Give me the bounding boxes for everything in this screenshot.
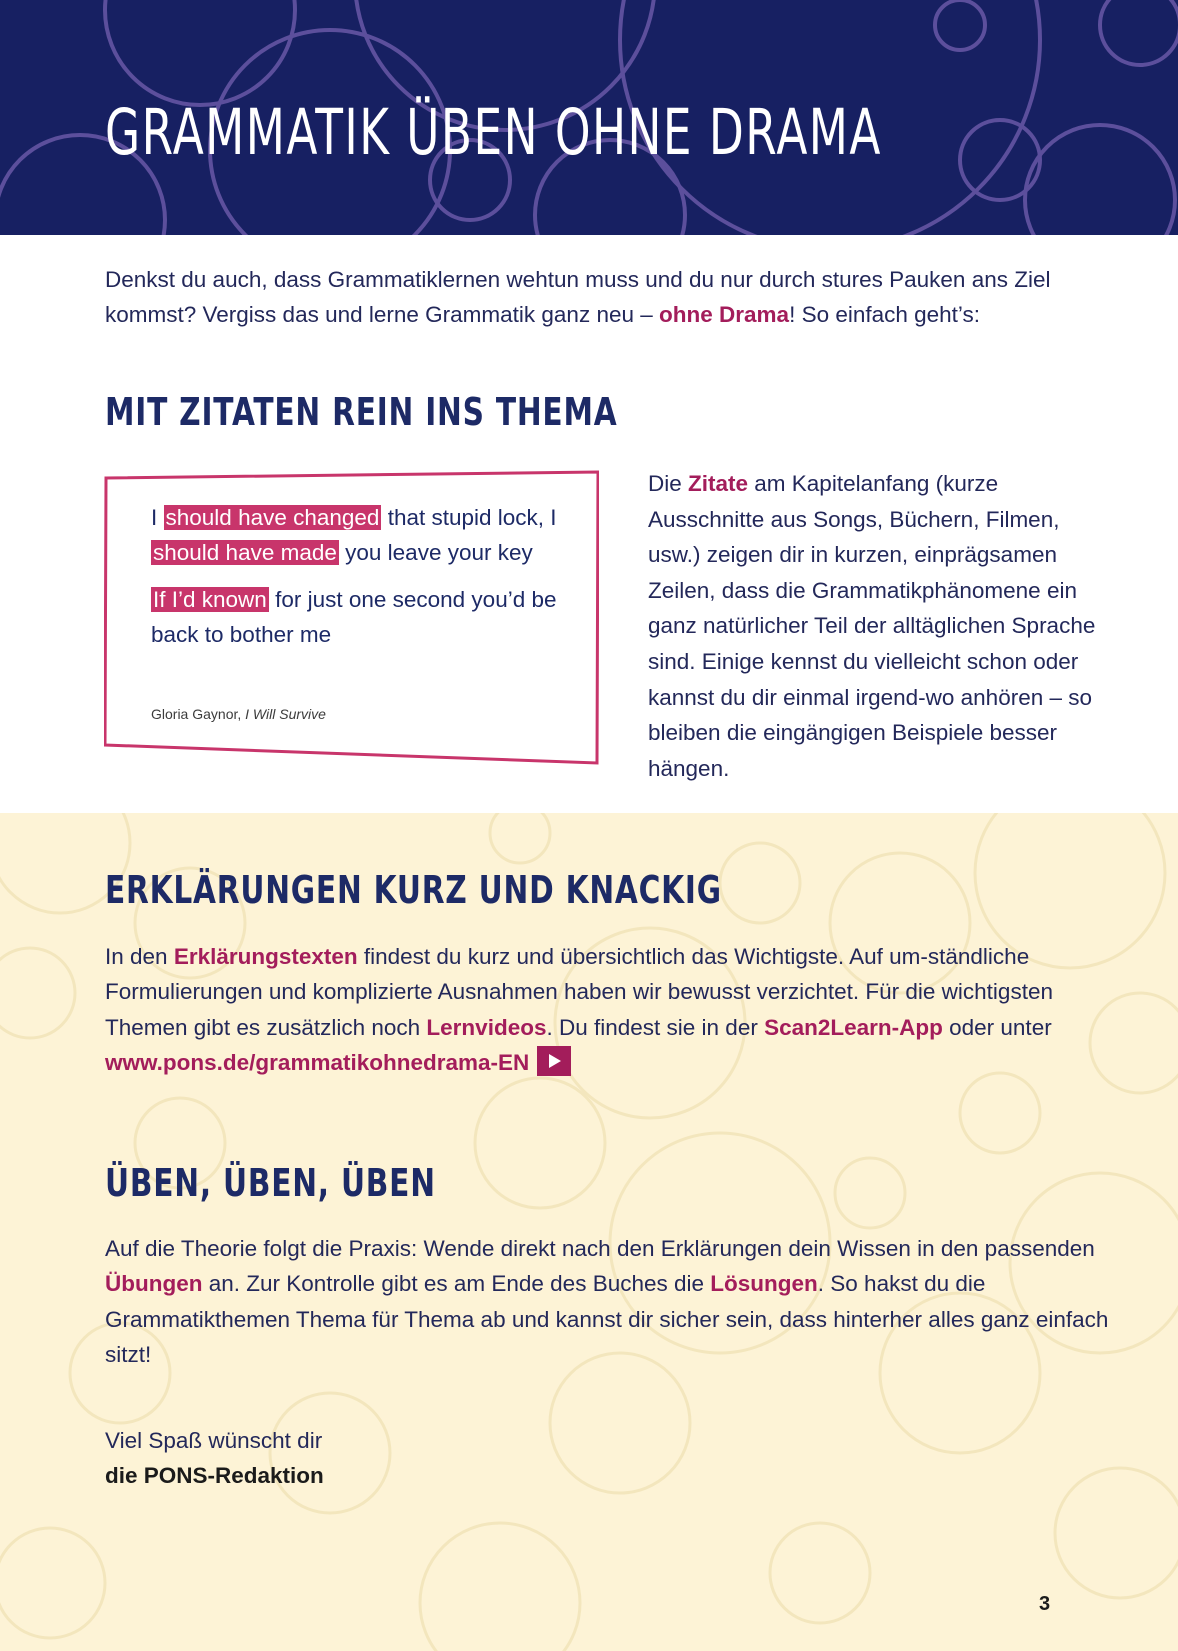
quote-mark: should have changed [165, 505, 380, 530]
heading-quotes: MIT ZITATEN REIN INS THEMA [105, 390, 618, 434]
header-banner [0, 0, 1178, 235]
pons-url-link[interactable]: www.pons.de/grammatikohnedrama-EN [105, 1049, 530, 1075]
lernvideos-highlight: Lernvideos [426, 1014, 547, 1040]
uebungen-highlight: Übungen [105, 1271, 203, 1297]
closing-greeting: Viel Spaß wünscht dir [105, 1428, 323, 1453]
intro-highlight: ohne Drama [659, 302, 790, 327]
zitate-highlight: Zitate [688, 471, 749, 496]
scan2learn-link[interactable]: Scan2Learn-App [764, 1014, 943, 1040]
quote-mark: If I’d known [153, 587, 267, 612]
page-number: 3 [1039, 1593, 1051, 1615]
quote-line-1: I should have changed that stupid lock, I should have made you leave your key [151, 505, 557, 565]
signature: die PONS-Redaktion [105, 1463, 324, 1488]
quote-text [151, 500, 571, 652]
heading-practice: ÜBEN, ÜBEN, ÜBEN [105, 1161, 436, 1205]
quote-source: Gloria Gaynor, I Will Survive [151, 706, 326, 722]
erklaerungstexte-highlight: Erklärungstexten [173, 944, 358, 969]
practice-paragraph: Auf die Theorie folgt die Praxis: Wende direkt nach den Erklärungen dein Wissen in den passenden Übungen an. Zur Kontrolle gibt es am Ende des Buches die Lösungen. So hakst du die Grammatikthemen Thema für Thema ab und kannst dir sicher sein, dass hinterher alles ganz einfach sitzt! [105, 1236, 1109, 1367]
play-icon[interactable] [537, 1046, 571, 1076]
heading-explanations: ERKLÄRUNGEN KURZ UND KNACKIG [105, 868, 722, 912]
intro-paragraph: Denkst du auch, dass Grammatiklernen wehtun muss und du nur durch stures Pauken ans Ziel kommst? Vergiss das und lerne Grammatik ganz neu – ohne Drama! So einfach geht’s: [105, 267, 1051, 327]
page-title: GRAMMATIK ÜBEN OHNE DRAMA [105, 96, 882, 169]
closing-note [105, 1423, 324, 1493]
quotes-explanation: Die Zitate am Kapitelanfang (kurze Ausschnitte aus Songs, Büchern, Filmen, usw.) zeigen dir in kurzen, einprägsamen Zeilen, dass die Grammatikphänomene ein ganz natürlicher Teil der alltäglichen Sprache sind. Einige kennst du vielleicht schon oder kannst du dir einmal irgend-wo anhören – so bleiben die eingängigen Beispiele besser hängen. [648, 471, 1096, 781]
quote-line-2: If I’d known for just one second you’d be back to bother me [151, 587, 557, 647]
explanations-paragraph: In den Erklärungstexten findest du kurz und übersichtlich das Wichtigste. Auf um-ständliche Formulierungen und komplizierte Ausnahmen haben wir bewusst verzichtet. Für die wichtigsten Themen gibt es zusätzlich noch Lernvideos. Du findest sie in der Scan2Learn-App oder unter www.pons.de/grammatikohnedrama-EN [105, 944, 1053, 1075]
quote-mark: should have made [153, 540, 337, 565]
loesungen-highlight: Lösungen [710, 1271, 818, 1297]
